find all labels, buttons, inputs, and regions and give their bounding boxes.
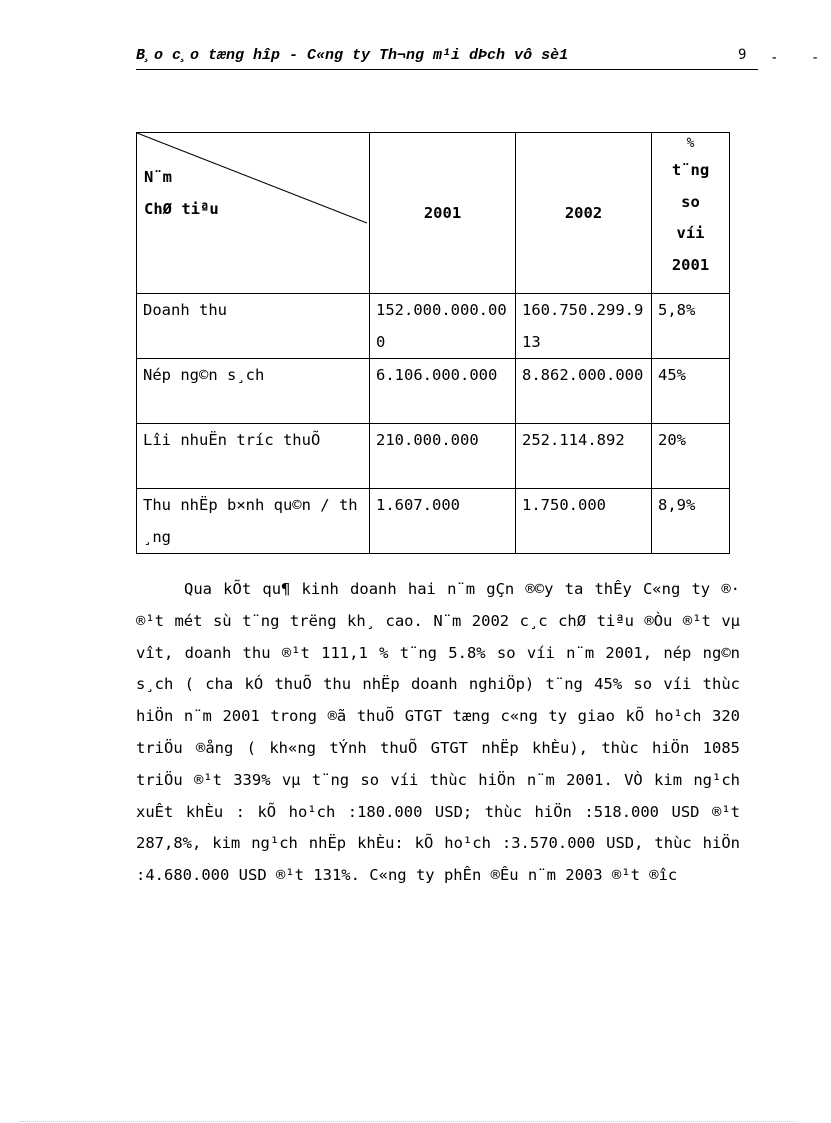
value-2002: 1.750.000 [516, 489, 652, 554]
value-2002: 252.114.892 [516, 424, 652, 489]
table-row [137, 294, 730, 359]
percent-change: 45% [652, 359, 730, 424]
table-row [137, 359, 730, 424]
percent-header-line: 2001 [671, 255, 710, 274]
row-label: Lîi nhuËn tríc thuÕ [137, 424, 370, 489]
page-bottom-rule [20, 1121, 796, 1122]
value-2001: 1.607.000 [370, 489, 516, 554]
header-dashes: - - [770, 50, 831, 66]
percent-change: 5,8% [652, 294, 730, 359]
header-rule [136, 69, 758, 70]
column-header-2002: 2002 [516, 133, 652, 294]
row-label: Doanh thu [137, 294, 370, 359]
table-row [137, 489, 730, 554]
row-label: Nép ng©n s¸ch [137, 359, 370, 424]
column-header-percent [652, 133, 730, 294]
percent-symbol: % [686, 136, 695, 151]
corner-cell [137, 133, 370, 294]
page-number: 9 [738, 47, 747, 63]
percent-header-line: t¨ng [671, 161, 710, 179]
corner-year-label: N¨m [144, 168, 172, 186]
value-2001: 210.000.000 [370, 424, 516, 489]
business-results-table [136, 132, 730, 554]
value-2001: 6.106.000.000 [370, 359, 516, 424]
document-header-title: B¸o c¸o tæng hîp - C«ng ty Th¬ng m¹i dÞch vô sè1 [136, 47, 569, 64]
table-row [137, 424, 730, 489]
percent-header-line: so [681, 192, 700, 211]
value-2001: 152.000.000.000 [370, 294, 516, 359]
row-label: Thu nhËp b×nh qu©n / th¸ng [137, 489, 370, 554]
value-2002: 160.750.299.913 [516, 294, 652, 359]
percent-header-line: víi [676, 224, 705, 242]
value-2002: 8.862.000.000 [516, 359, 652, 424]
percent-change: 8,9% [652, 489, 730, 554]
percent-change: 20% [652, 424, 730, 489]
column-header-2001: 2001 [370, 133, 516, 294]
corner-indicator-label: ChØ tiªu [144, 200, 219, 218]
table-header-row [137, 133, 730, 294]
body-paragraph: Qua kÕt qu¶ kinh doanh hai n¨m gÇn ®©y ta thÊy C«ng ty ®· ®¹t mét sù t¨ng trëng kh¸ cao. N¨m 2002 c¸c chØ tiªu ®Òu ®¹t vµ vît, doanh thu ®¹t 111,1 % t¨ng 5.8% so víi n¨m 2001, nép ng©n s¸ch ( cha kÓ thuÕ thu nhËp doanh nghiÖp) t¨ng 45% so víi thùc hiÖn n¨m 2001 trong ®ã thuÕ GTGT tæng c«ng ty giao kÕ ho¹ch 320 triÖu ®ång ( kh«ng tÝnh thuÕ GTGT nhËp khÈu), thùc hiÖn 1085 triÖu ®¹t 339% vµ t¨ng so víi thùc hiÖn n¨m 2001. VÒ kim ng¹ch xuÊt khÈu : kÕ ho¹ch :180.000 USD; thùc hiÖn :518.000 USD ®¹t 287,8%, kim ng¹ch nhËp khÈu: kÕ ho¹ch :3.570.000 USD, thùc hiÖn :4.680.000 USD ®¹t 131%. C«ng ty phÊn ®Êu n¨m 2003 ®¹t ®îc [136, 580, 740, 885]
